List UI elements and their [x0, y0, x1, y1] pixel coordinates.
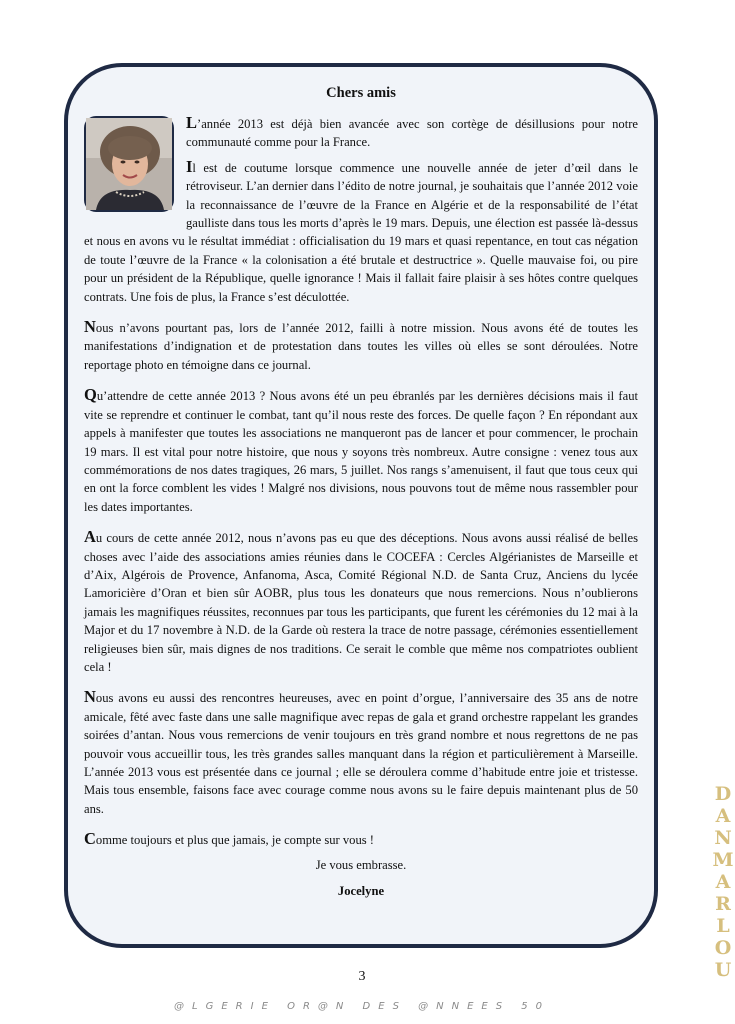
paragraph-7-initial: C [84, 829, 96, 849]
watermark-logo-text: DANMARLOU [712, 783, 734, 981]
paragraph-6 [84, 688, 638, 818]
letter-title: Chers amis [326, 85, 396, 101]
paragraph-7 [84, 830, 638, 849]
paragraph-1-initial: L [186, 113, 198, 132]
author-portrait-photo [84, 116, 174, 212]
signature: Jocelyne [337, 884, 385, 899]
paragraph-3-text: ous n’avons pourtant pas, lors de l’année 2012, failli à notre mission. Nous avons été de toutes les manifestations d’indignation et de protestation dans toutes les villes où elles se sont déroulées. Notre reportage photo en témoigne dans ce journal. [84, 321, 638, 372]
paragraph-4-initial: Q [84, 385, 97, 405]
paragraph-2-text: l est de coutume lorsque commence une nouvelle année de jeter d’œil dans le rétroviseur. L’an dernier dans l’édito de notre journal, je souhaitais que l’année 2012 voie la reconnaissance de l’œuvre de la France en Algérie et de la responsabilité de l’état gaulliste dans tous les morts d’après le 19 mars. Depuis, une élection est passée là-dessus et nous en avons vu le résultat immédiat : officialisation du 19 mars et quasi repentance, en tout cas négation de toute l’œuvre de la France « la colonisation a été brutale et destructrice ». Quelle mauvaise foi, ou pire pour un président de la République, quelle ignorance ! Mais il fallait faire plaisir à ses hôtes contre quelques contrats. Une fois de plus, la France s’est déculottée. [84, 160, 638, 304]
paragraph-5-text: u cours de cette année 2012, nous n’avons pas eu que des déceptions. Nous avons aussi réalisé de belles choses avec l’aide des associations amies réunies dans le COCEFA : Cercles Algérianistes de Marseille et d’Aix, Algérois de Provence, Anfanoma, Asca, Comité Régional N.D. de Santa Cruz, Anciens du lycée Lamoricière d’Oran et bien sûr AOBR, plus tous les donateurs que nous remercions. Nous n’oublierons jamais les magnifiques réussites, reconnues par tous les participants, que furent les cérémonies du 12 mai à la Major et du 17 novembre à N.D. de la Garde où restera la trace de notre passage, cérémonies essentiellement religieuses bien sûr, mais dignes de nos traditions. Ce serait le comble que même nos compatriotes oublient cela ! [84, 531, 638, 674]
paragraph-4 [84, 386, 638, 516]
footer-text: @LGERIE OR@N DES @NNEES 50 [174, 1001, 550, 1012]
paragraph-5 [84, 528, 638, 676]
paragraph-3-initial: N [84, 317, 96, 337]
closing-line: Je vous embrasse. [315, 857, 407, 872]
paragraph-6-text: ous avons eu aussi des rencontres heureuses, avec en point d’orgue, l’anniversaire des 35 ans de notre amicale, fêté avec faste dans une salle magnifique avec repas de gala et grand orchestre rappelant les grandes soirées d’antan. Nous vous remercions de venir toujours en très grand nombre et nous regrettons de ne pas pouvoir vous accueillir tous, les très grandes salles manquant dans la région et particulièrement à Marseille. L’année 2013 vous est présentée dans ce journal ; elle se déroulera comme d’habitude entre joie et tristesse. Mais tous ensemble, faisons face avec courage comme nous avons su le faire depuis maintenant plus de 50 ans. [84, 691, 638, 816]
paragraph-6-initial: N [84, 687, 96, 707]
paragraph-4-text: u’attendre de cette année 2013 ? Nous avons été un peu ébranlés par les dernières décisions mais il faut vite se reprendre et continuer le combat, tant qu’il nous reste des forces. De quelle façon ? En répondant aux appels à manifester que toutes les associations ne manqueront pas de lancer et pour commencer, le prochain 19 mars. Il est vital pour notre histoire, que nous y soyons très nombreux. Autre consigne : venez tous aux commémorations de nos dates tragiques, 26 mars, 5 juillet. Nos rangs s’amenuisent, il faut que tous ceux qui en ont la force comblent les vides ! Malgré nos divisions, nous pouvons tout de même nous rassembler pour les dates importantes. [84, 389, 638, 514]
paragraph-1-text: ’année 2013 est déjà bien avancée avec son cortège de désillusions pour notre communauté comme pour la France. [186, 117, 638, 150]
letter-body [84, 84, 638, 934]
paragraph-3 [84, 318, 638, 374]
paragraph-2-initial: I [186, 156, 193, 176]
portrait-photo-icon [86, 118, 172, 210]
page-number: 3 [358, 969, 366, 984]
paragraph-7-text: omme toujours et plus que jamais, je compte sur vous ! [95, 833, 374, 848]
paragraph-5-initial: A [84, 527, 96, 547]
